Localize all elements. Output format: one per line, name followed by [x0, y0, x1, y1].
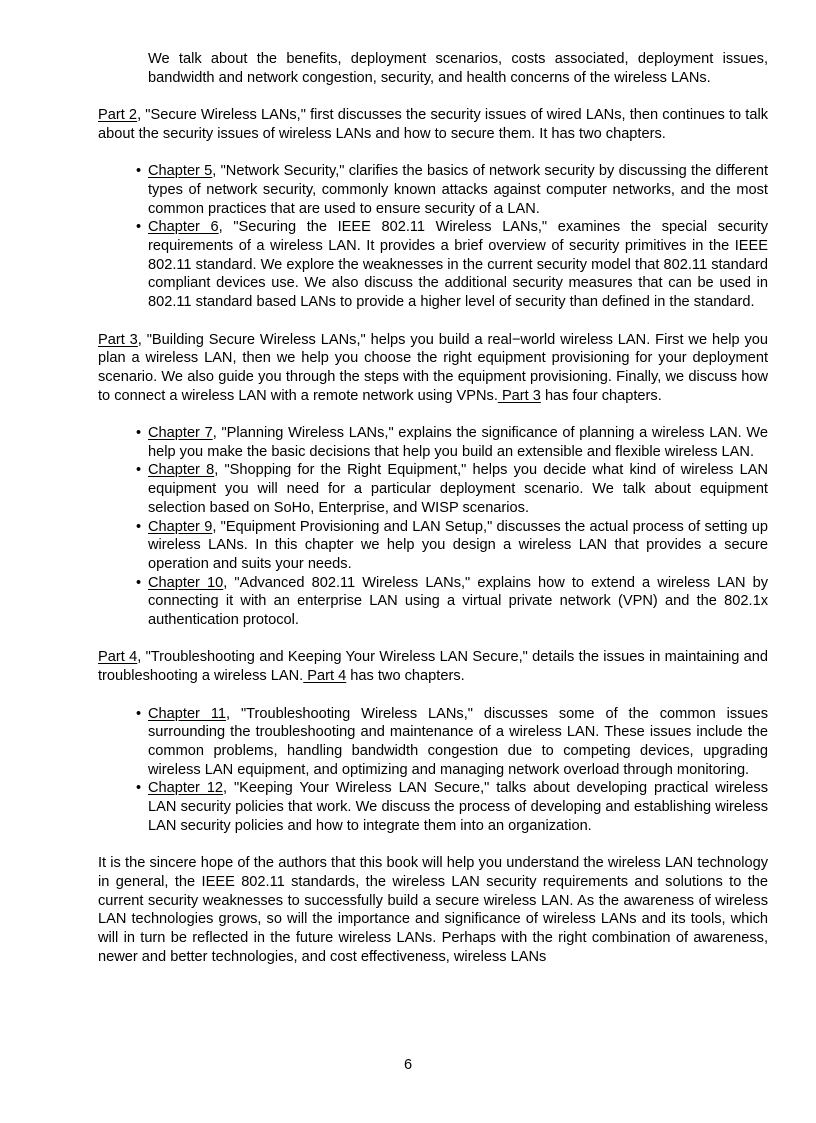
chapter-9-text: , "Equipment Provisioning and LAN Setup," discusses the actual process of setting up wireless LANs. In this chapter we help you design a wireless LAN that provides a secure operation and suits your needs. — [148, 518, 768, 572]
part-3-paragraph — [98, 331, 768, 406]
part-4-text: , "Troubleshooting and Keeping Your Wireless LAN Secure," details the issues in maintaining and troubleshooting a wireless LAN. — [98, 649, 768, 685]
part-2-paragraph — [98, 106, 768, 143]
chapter-12-item — [148, 779, 768, 835]
part-2-link[interactable]: Part 2 — [98, 107, 138, 124]
part-2-text: , "Secure Wireless LANs," first discusses the security issues of wired LANs, then continues to talk about the security issues of wireless LANs and how to secure them. It has two chapters. — [98, 107, 768, 142]
part-4-link[interactable]: Part 4 — [98, 649, 138, 666]
page-number: 6 — [403, 1057, 413, 1073]
part-4-tail: has two chapters. — [346, 668, 465, 685]
chapter-12-text: , "Keeping Your Wireless LAN Secure," talks about developing practical wireless LAN security policies that work. We discuss the process of developing and establishing wireless LAN security policies and how to integrate them into an organization. — [148, 780, 768, 834]
chapter-12-link[interactable]: Chapter 12 — [148, 780, 224, 797]
chapter-5-item — [148, 162, 768, 218]
document-body — [98, 50, 768, 966]
chapter-8-item — [148, 461, 768, 517]
chapter-7-text: , "Planning Wireless LANs," explains the significance of planning a wireless LAN. We help you make the basic decisions that help you build an extensible and flexible wireless LAN. — [148, 425, 768, 460]
chapter-6-item — [148, 218, 768, 312]
part-3-inline-link[interactable]: Part 3 — [497, 387, 541, 404]
part-3-link[interactable]: Part 3 — [98, 331, 138, 348]
chapter-11-link[interactable]: Chapter 11 — [148, 705, 226, 722]
chapter-9-link[interactable]: Chapter 9 — [148, 518, 213, 535]
part-3-text: , "Building Secure Wireless LANs," helps you build a real−world wireless LAN. First we help you plan a wireless LAN, then we help you choose the right equipment provisioning for your deployment scenario. We also guide you through the steps with the equipment provisioning. Finally, we discuss how to connect a wireless LAN with a remote network using VPNs. — [98, 331, 769, 404]
chapter-5-link[interactable]: Chapter 5 — [148, 163, 213, 180]
chapter-7-item — [148, 424, 768, 461]
chapter-8-link[interactable]: Chapter 8 — [148, 462, 215, 479]
chapter-6-link[interactable]: Chapter 6 — [148, 219, 219, 236]
part-3-tail: has four chapters. — [540, 387, 662, 404]
part-4-paragraph — [98, 648, 768, 685]
chapter-7-link[interactable]: Chapter 7 — [148, 425, 213, 441]
part-4-inline-link[interactable]: Part 4 — [303, 668, 347, 685]
chapter-9-item — [148, 518, 768, 574]
part-2-chapter-list — [98, 162, 768, 312]
chapter-11-text: , "Troubleshooting Wireless LANs," discusses some of the common issues surrounding the troubleshooting and maintenance of a wireless LAN. These issues include the common problems, handling bandwidth congestion due to competing devices, upgrading wireless LAN equipment, and optimizing and managing network overload through monitoring. — [148, 705, 768, 778]
intro-continuation-paragraph: We talk about the benefits, deployment scenarios, costs associated, deployment issues, bandwidth and network congestion, security, and health concerns of the wireless LANs. — [148, 51, 768, 86]
part-4-chapter-list — [98, 705, 768, 836]
chapter-5-text: , "Network Security," clarifies the basics of network security by discussing the different types of network security, commonly known attacks against computer networks, and the most common practices that are used to ensure security of a LAN. — [148, 163, 768, 217]
chapter-11-item — [148, 705, 768, 780]
chapter-6-text: , "Securing the IEEE 802.11 Wireless LANs," examines the special security requirements of a wireless LAN. It provides a brief overview of security primitives in the IEEE 802.11 standard. We explore the weaknesses in the current security model that 802.11 standard compliant devices use. We also discuss the additional security measures that can be used in 802.11 standard based LANs to provide a higher level of security than defined in the standard. — [148, 219, 769, 311]
chapter-10-text: , "Advanced 802.11 Wireless LANs," explains how to extend a wireless LAN by connecting it with an enterprise LAN using a virtual private network (VPN) and the 802.1x authentication protocol. — [148, 574, 768, 629]
closing-paragraph: It is the sincere hope of the authors that this book will help you understand the wireless LAN technology in general, the IEEE 802.11 standards, the wireless LAN security requirements and solutions to the current security weaknesses to successfully build a secure wireless LAN. As the awareness of wireless LAN technologies grows, so will the importance and significance of wireless LANs and its tools, which will in turn be reflected in the future wireless LANs. Perhaps with the right combination of awareness, newer and better technologies, and cost effectiveness, wireless LANs — [98, 855, 768, 965]
chapter-10-item — [148, 574, 768, 630]
part-3-chapter-list — [98, 424, 768, 630]
chapter-10-link[interactable]: Chapter 10 — [148, 574, 224, 591]
chapter-8-text: , "Shopping for the Right Equipment," helps you decide what kind of wireless LAN equipment you will need for a particular deployment scenario. We talk about equipment selection based on SoHo, Enterprise, and WISP scenarios. — [148, 462, 768, 516]
